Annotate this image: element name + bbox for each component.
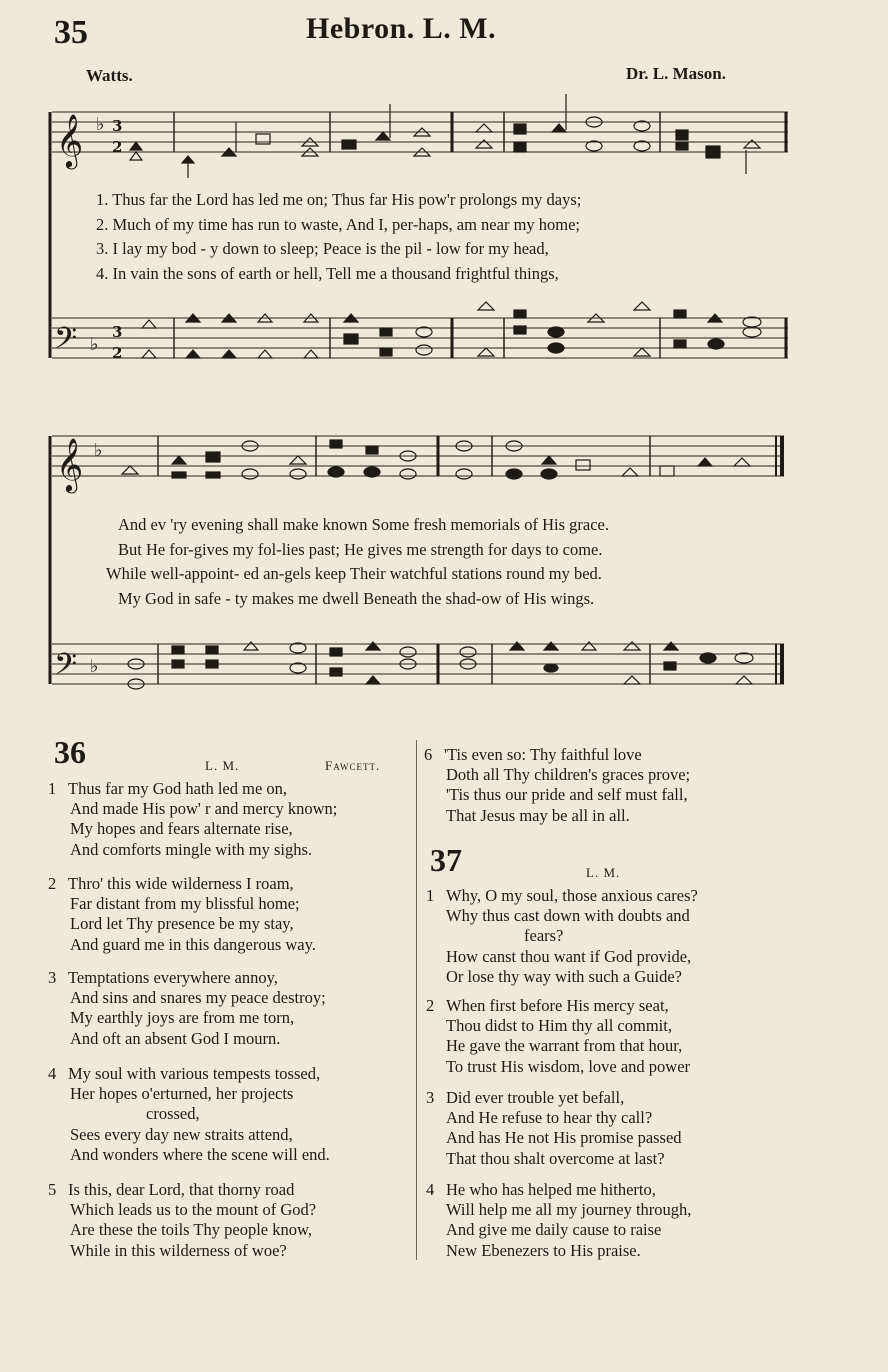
stanza-number: 4 [426, 1180, 435, 1199]
verse-line: He who has helped me hitherto, [446, 1180, 656, 1199]
verse-line: My hopes and fears alternate rise, [70, 819, 293, 839]
page-number: 35 [54, 14, 88, 51]
verse-line: Thro' this wide wilderness I roam, [68, 874, 294, 893]
flat-icon: ♭ [96, 114, 105, 135]
stanza [426, 886, 698, 987]
verse-line: Why thus cast down with doubts and [446, 906, 690, 926]
stanza-number: 2 [426, 996, 435, 1015]
flat-icon: ♭ [94, 440, 103, 461]
column-divider [416, 740, 417, 1260]
lyric-line: While well-appoint- ed an-gels keep Their watchful stations round my bed. [106, 564, 602, 583]
stanza [48, 1064, 330, 1165]
time-signature-bottom: 2 [112, 138, 123, 156]
time-signature-bottom: 2 [112, 344, 123, 362]
verse-line: And give me daily cause to raise [446, 1220, 662, 1240]
treble-clef-icon: 𝄞 [56, 113, 84, 167]
verse-line: And made His pow' r and mercy known; [70, 799, 338, 819]
lyric-line: 4. In vain the sons of earth or hell, Tell me a thousand frightful things, [96, 263, 559, 283]
stanza [426, 1180, 692, 1261]
time-signature-top: 3 [112, 323, 123, 341]
stanza [48, 779, 338, 860]
lyric-line: 2. Much of my time has run to waste, And I, per-haps, am near my home; [96, 214, 581, 234]
stanza [426, 996, 691, 1077]
composer: Dr. L. Mason. [626, 64, 726, 83]
verse-line: Why, O my soul, those anxious cares? [446, 886, 698, 905]
hymn-meter: L. M. [205, 758, 240, 773]
lyric-line: But He for-gives my fol-lies past; He gives me strength for days to come. [118, 539, 603, 559]
stanza-number: 1 [426, 886, 435, 905]
stanza-number: 1 [48, 779, 57, 798]
verse-line: 'Tis even so: Thy faithful love [444, 745, 642, 764]
verse-line: When first before His mercy seat, [446, 996, 669, 1015]
verse-line: That thou shalt overcome at last? [446, 1148, 665, 1168]
verse-line: And has He not His promise passed [446, 1128, 682, 1148]
verse-line: Sees every day new straits attend, [70, 1124, 293, 1144]
lyric-line: 3. I lay my bod - y down to sleep; Peace is the pil - low for my head, [96, 239, 549, 258]
lyrics-top [96, 188, 581, 286]
verse-line: Will help me all my journey through, [446, 1200, 692, 1220]
stanza-number: 2 [48, 874, 57, 893]
verse-line: And comforts mingle with my sighs. [70, 839, 312, 859]
stanza [48, 968, 326, 1049]
lyrics-bottom [106, 513, 609, 611]
verse-line: Did ever trouble yet befall, [446, 1088, 625, 1107]
verse-line: And sins and snares my peace destroy; [70, 988, 326, 1008]
treble-clef-icon: 𝄞 [56, 437, 84, 491]
stanza-number: 4 [48, 1064, 57, 1083]
time-signature-top: 3 [112, 117, 123, 135]
hymn-author: Fawcett. [325, 758, 381, 773]
verse-line: Her hopes o'erturned, her projects [70, 1084, 294, 1104]
verse-line: fears? [524, 926, 564, 946]
stanza [48, 874, 316, 955]
lyric-line: My God in safe - ty makes me dwell Beneath the shad-ow of His wings. [118, 588, 595, 608]
verse-line: That Jesus may be all in all. [446, 805, 630, 825]
lyric-line: And ev 'ry evening shall make known Some fresh memorials of His grace. [118, 515, 609, 534]
verse-line: My soul with various tempests tossed, [68, 1064, 321, 1083]
stanza-number: 6 [424, 745, 433, 764]
verse-line: My earthly joys are from me torn, [70, 1008, 295, 1028]
verse-line: While in this wilderness of woe? [70, 1240, 287, 1260]
verse-line: Thus far my God hath led me on, [68, 779, 288, 798]
stanza-number: 5 [48, 1180, 57, 1199]
flat-icon: ♭ [90, 334, 99, 355]
stanza-number: 3 [48, 968, 57, 987]
verse-line: To trust His wisdom, love and power [446, 1056, 691, 1076]
flat-icon: ♭ [90, 656, 99, 677]
hymn-meter: L. M. [586, 865, 621, 880]
stanza [424, 745, 691, 826]
bass-staff-1 [52, 318, 788, 358]
verse-line: How canst thou want if God provide, [446, 946, 692, 966]
verse-line: And oft an absent God I mourn. [70, 1028, 281, 1048]
verse-line: And wonders where the scene will end. [70, 1144, 330, 1164]
stanza-number: 3 [426, 1088, 435, 1107]
verse-line: Or lose thy way with such a Guide? [446, 966, 682, 986]
tune-title: Hebron. L. M. [306, 12, 497, 45]
verse-line: Is this, dear Lord, that thorny road [68, 1180, 295, 1199]
hymn-number-37: 37 [430, 842, 462, 878]
lyricist: Watts. [86, 66, 133, 85]
verse-line: Which leads us to the mount of God? [70, 1200, 317, 1220]
verse-line: Far distant from my blissful home; [70, 894, 300, 914]
verse-line: And He refuse to hear thy call? [446, 1108, 653, 1128]
verse-line: Are these the toils Thy people know, [70, 1220, 312, 1240]
verse-line: New Ebenezers to His praise. [446, 1240, 641, 1260]
verse-line: And guard me in this dangerous way. [70, 934, 316, 954]
verse-line: 'Tis thus our pride and self must fall, [446, 785, 688, 805]
verse-line: Lord let Thy presence be my stay, [70, 914, 294, 934]
lyric-line: 1. Thus far the Lord has led me on; Thus far His pow'r prolongs my days; [96, 190, 582, 209]
hymn-number-36: 36 [54, 734, 86, 770]
verse-line: crossed, [146, 1104, 200, 1124]
stanza [48, 1180, 317, 1261]
verse-line: Doth all Thy children's graces prove; [446, 765, 691, 785]
verse-line: Temptations everywhere annoy, [68, 968, 278, 987]
stanza [426, 1088, 682, 1169]
verse-line: He gave the warrant from that hour, [446, 1036, 683, 1056]
verse-line: Thou didst to Him thy all commit, [446, 1016, 672, 1036]
bass-clef-icon: 𝄢 [54, 648, 78, 689]
bass-clef-icon: 𝄢 [54, 322, 78, 363]
